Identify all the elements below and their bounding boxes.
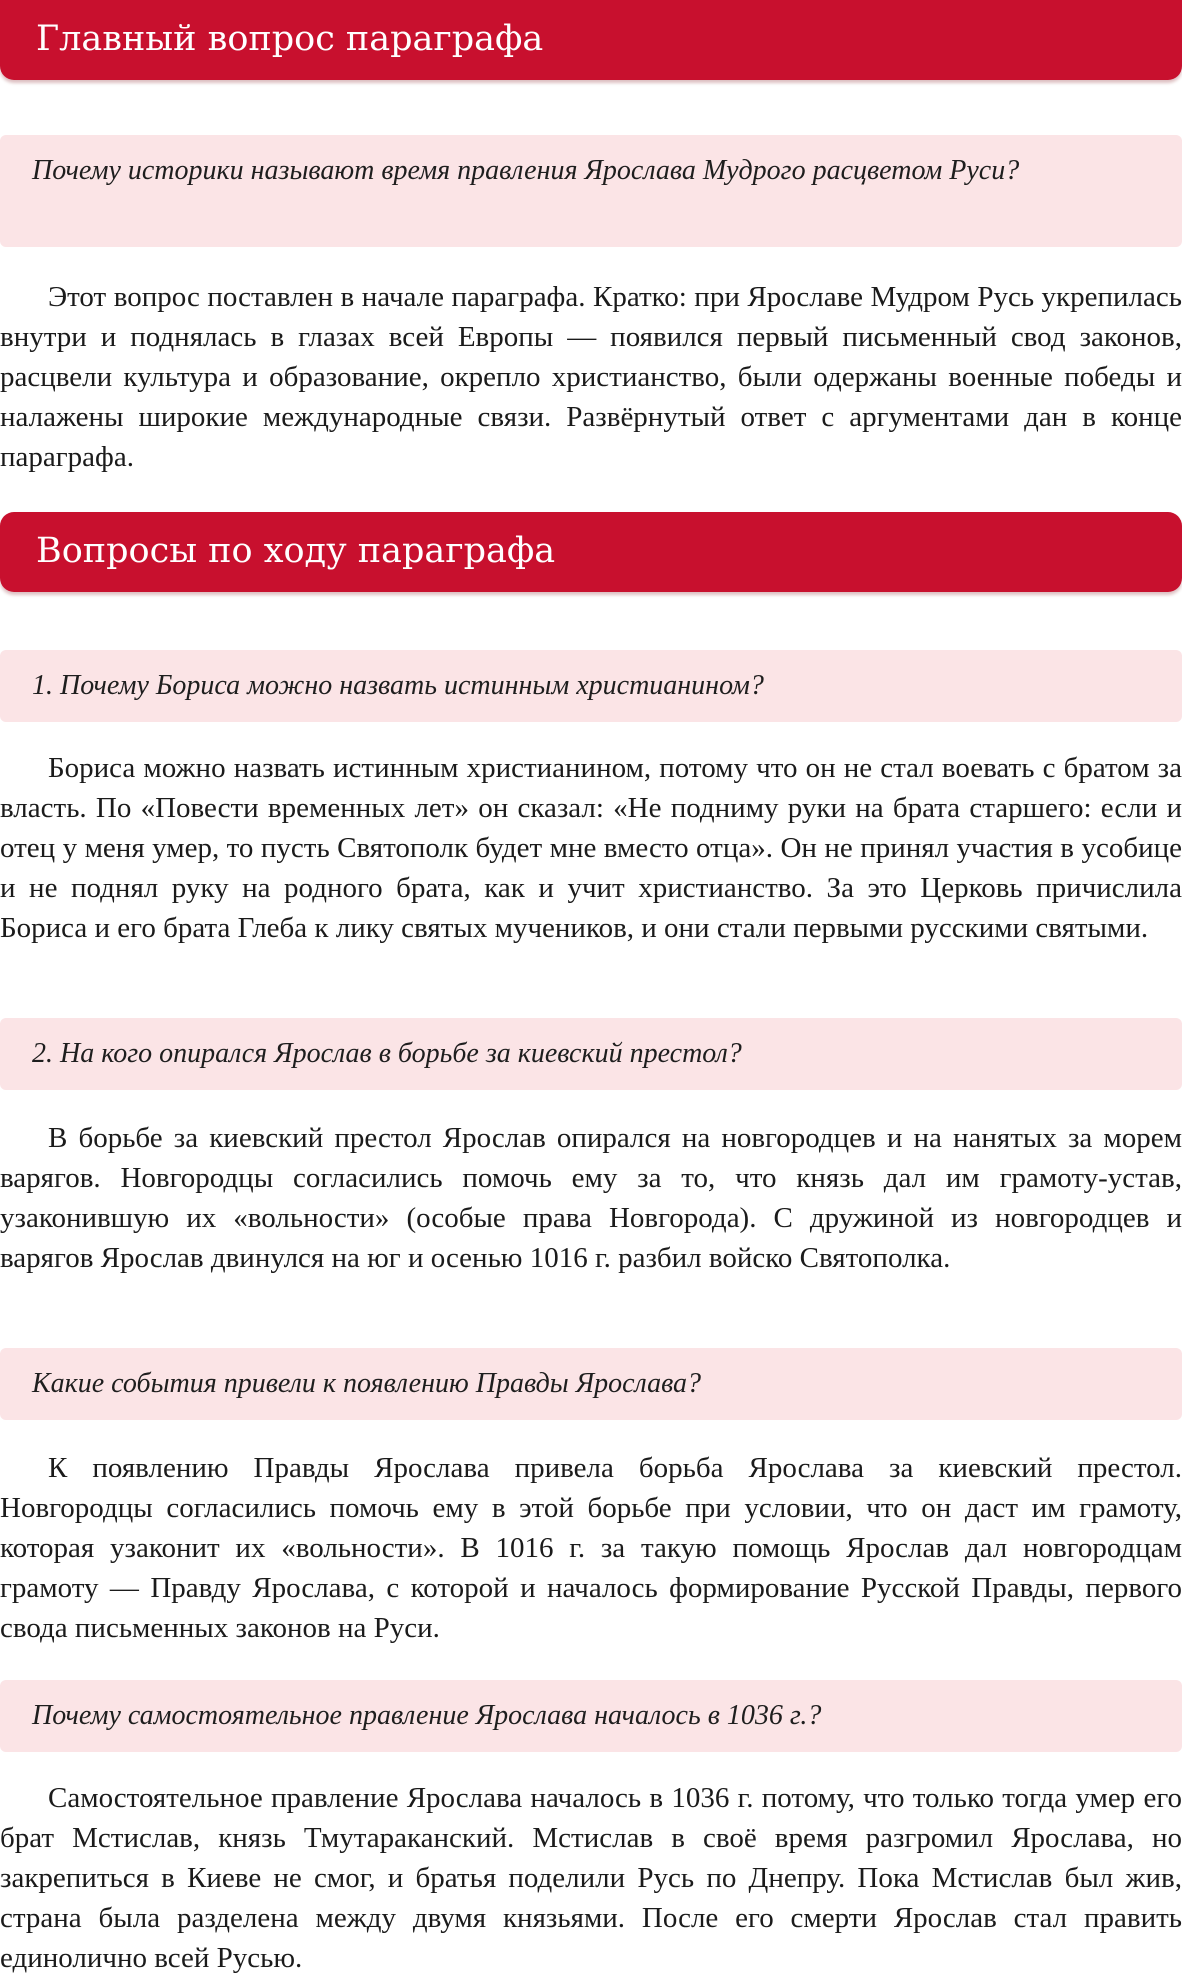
answer-paragraph: Этот вопрос поставлен в начале параграфа. Кратко: при Ярославе Мудром Русь укрепилась внутри и поднялась в глазах всей Европы — появился первый письменный свод законов, расцвели культура и образование, окрепло христианство, были одержаны военные победы и налажены широкие международные связи. Развёрнутый ответ с аргументами дан в конце параграфа. (0, 281, 1182, 473)
answer-paragraph: К появлению Правды Ярослава привела борьба Ярослава за киевский престол. Новгородцы согласились помочь ему в этой борьбе при условии, что он даст им грамоту, которая узаконит их «вольности». В 1016 г. за такую помощь Ярослав дал новгородцам грамоту — Правду Ярослава, с которой и началось формирование Русской Правды, первого свода письменных законов на Руси. (0, 1452, 1182, 1644)
answer-text (0, 748, 1182, 948)
answer-paragraph: В борьбе за киевский престол Ярослав опирался на новгородцев и на нанятых за морем варягов. Новгородцы согласились помочь ему за то, что князь дал им грамоту-устав, узаконившую их «вольности» (особые права Новгорода). С дружиной из новгородцев и варягов Ярослав двинулся на юг и осенью 1016 г. разбил войско Святополка. (0, 1122, 1182, 1274)
answer-paragraph: Бориса можно назвать истинным христианином, потому что он не стал воевать с братом за власть. По «Повести временных лет» он сказал: «Не подниму руки на брата старшего: если и отец у меня умер, то пусть Святополк будет мне вместо отца». Он не принял участия в усобице и не поднял руку на родного брата, как и учит христианство. За это Церковь причислила Бориса и его брата Глеба к лику святых мучеников, и они стали первыми русскими святыми. (0, 752, 1182, 944)
section-header-title: Вопросы по ходу параграфа (36, 531, 556, 572)
answer-text (0, 1118, 1182, 1278)
answer-text (0, 1448, 1182, 1648)
question-text: Какие события привели к появлению Правды Ярослава? (32, 1368, 702, 1399)
question-box (0, 1680, 1182, 1752)
question-box (0, 650, 1182, 722)
section-header-title: Главный вопрос параграфа (36, 19, 544, 60)
answer-text (0, 277, 1182, 477)
question-text: 1. Почему Бориса можно назвать истинным христианином? (32, 670, 764, 701)
question-box (0, 1348, 1182, 1420)
question-text: 2. На кого опирался Ярослав в борьбе за киевский престол? (32, 1038, 742, 1069)
section-header-questions (0, 512, 1182, 592)
answer-text (0, 1778, 1182, 1978)
answer-paragraph: Самостоятельное правление Ярослава началось в 1036 г. потому, что только тогда умер его брат Мстислав, князь Тмутараканский. Мстислав в своё время разгромил Ярослава, но закрепиться в Киеве не смог, и братья поделили Русь по Днепру. Пока Мстислав был жив, страна была разделена между двумя князьями. После его смерти Ярослав стал править единолично всей Русью. (0, 1782, 1182, 1974)
section-header-main-question (0, 0, 1182, 80)
question-box (0, 1018, 1182, 1090)
question-text: Почему самостоятельное правление Ярослава началось в 1036 г.? (32, 1700, 822, 1731)
question-box (0, 135, 1182, 247)
question-text: Почему историки называют время правления Ярослава Мудрого расцветом Руси? (32, 155, 1020, 186)
